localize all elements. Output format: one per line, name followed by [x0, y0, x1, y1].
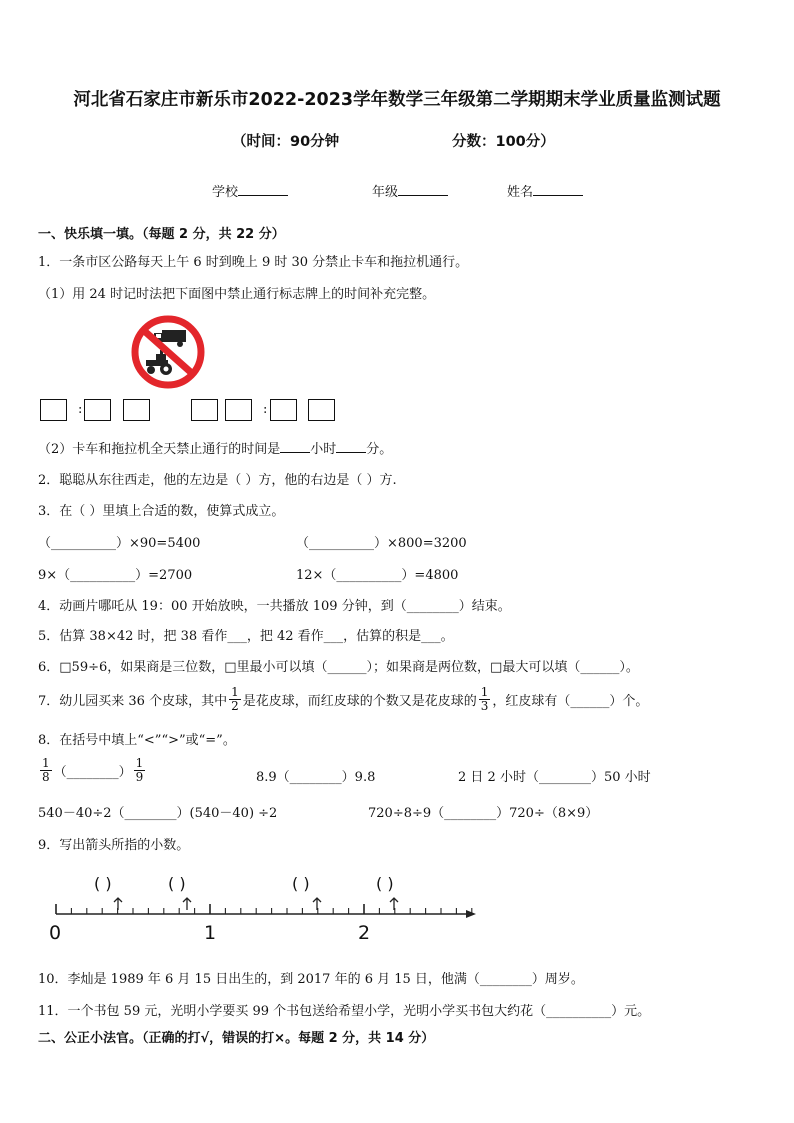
end-minute-box-2[interactable]	[308, 399, 335, 421]
q7-text-c: ，红皮球有（______）个。	[492, 694, 649, 709]
question-8-e: 720÷8÷9（________）720÷（8×9）	[368, 806, 599, 821]
q1-2-text-a: （2）卡车和拖拉机全天禁止通行的时间是	[38, 442, 281, 457]
grade-field[interactable]	[372, 181, 448, 200]
question-8-d: 540－40÷2（________）(540－40) ÷2	[38, 806, 278, 821]
name-label: 姓名	[507, 185, 534, 200]
school-field[interactable]	[212, 181, 288, 200]
fraction-half: $\frac{1}{2}$	[231, 685, 239, 713]
end-minute-box-1[interactable]	[270, 399, 297, 421]
hours-blank[interactable]	[280, 440, 310, 453]
answer-paren-3[interactable]: ( )	[292, 874, 310, 893]
name-field[interactable]	[507, 181, 583, 200]
q1-2-text-c: 分。	[366, 442, 393, 457]
start-minute-box-1[interactable]	[84, 399, 111, 421]
question-3-b: （__________）×800=3200	[296, 536, 467, 551]
total-score: 分数：100分）	[452, 134, 555, 150]
number-line-label-0: 0	[49, 922, 62, 944]
question-3: 3．在（ ）里填上合适的数，使算式成立。	[38, 504, 285, 519]
start-hour-box-1[interactable]	[40, 399, 67, 421]
page-title: 河北省石家庄市新乐市2022-2023学年数学三年级第二学期期末学业质量监测试题	[73, 90, 721, 110]
fraction-eighth: $\frac{1}{8}$	[42, 756, 50, 784]
q7-text-a: 7．幼儿园买来 36 个皮球，其中	[38, 694, 228, 709]
question-3-a: （__________）×90=5400	[38, 536, 201, 551]
question-1: 1．一条市区公路每天上午 6 时到晚上 9 时 30 分禁止卡车和拖拉机通行。	[38, 255, 469, 270]
question-1-1: （1）用 24 时记时法把下面图中禁止通行标志牌上的时间补充完整。	[38, 287, 436, 302]
number-line-label-2: 2	[358, 922, 371, 944]
answer-paren-4[interactable]: ( )	[376, 874, 394, 893]
question-5: 5．估算 38×42 时，把 38 看作___，把 42 看作___，估算的积是___。	[38, 629, 454, 644]
question-8-c: 2 日 2 小时（________）50 小时	[458, 770, 651, 785]
question-3-d: 12×（__________）=4800	[296, 568, 459, 583]
question-2: 2．聪聪从东往西走，他的左边是（ ）方，他的右边是（ ）方.	[38, 473, 397, 488]
question-8: 8．在括号中填上“<”“>”或“=”。	[38, 733, 236, 748]
question-8-a	[38, 757, 147, 784]
answer-paren-2[interactable]: ( )	[168, 874, 186, 893]
colon: :	[78, 402, 83, 417]
fraction-third: $\frac{1}{3}$	[480, 685, 489, 713]
question-8-b: 8.9（________）9.8	[256, 770, 376, 785]
answer-paren-1[interactable]: ( )	[94, 874, 112, 893]
question-9: 9．写出箭头所指的小数。	[38, 838, 190, 853]
school-label: 学校	[212, 185, 239, 200]
question-7	[38, 686, 648, 713]
question-11: 11．一个书包 59 元，光明小学要买 99 个书包送给希望小学，光明小学买书包大约花（__________）元。	[38, 1004, 651, 1019]
no-truck-sign-icon	[126, 314, 210, 390]
grade-label: 年级	[372, 185, 399, 200]
q1-2-text-b: 小时	[310, 442, 337, 457]
minutes-blank[interactable]	[336, 440, 366, 453]
q7-text-b: 是花皮球，而红皮球的个数又是花皮球的	[242, 694, 477, 709]
question-6: 6．□59÷6，如果商是三位数，□里最小可以填（______）；如果商是两位数，□最大可以填（______）。	[38, 660, 639, 675]
end-hour-box-1[interactable]	[191, 399, 218, 421]
number-line-label-1: 1	[204, 922, 217, 944]
question-4: 4．动画片哪吒从 19：00 开始放映，一共播放 109 分钟，到（________）结束。	[38, 599, 511, 614]
q8-a-blank[interactable]: （________）	[53, 765, 132, 780]
question-3-c: 9×（__________）=2700	[38, 568, 193, 583]
question-1-2	[38, 438, 392, 457]
start-minute-box-2[interactable]	[123, 399, 150, 421]
section1-heading: 一、快乐填一填。（每题 2 分，共 22 分）	[38, 227, 285, 242]
time-limit: （时间：90分钟	[232, 134, 340, 150]
fraction-ninth: $\frac{1}{9}$	[135, 756, 144, 784]
question-10: 10．李灿是 1989 年 6 月 15 日出生的，到 2017 年的 6 月 15 日，他满（________）周岁。	[38, 972, 584, 987]
section2-heading: 二、公正小法官。（正确的打√，错误的打×。每题 2 分，共 14 分）	[38, 1031, 435, 1046]
colon: :	[263, 402, 268, 417]
end-hour-box-2[interactable]	[225, 399, 252, 421]
